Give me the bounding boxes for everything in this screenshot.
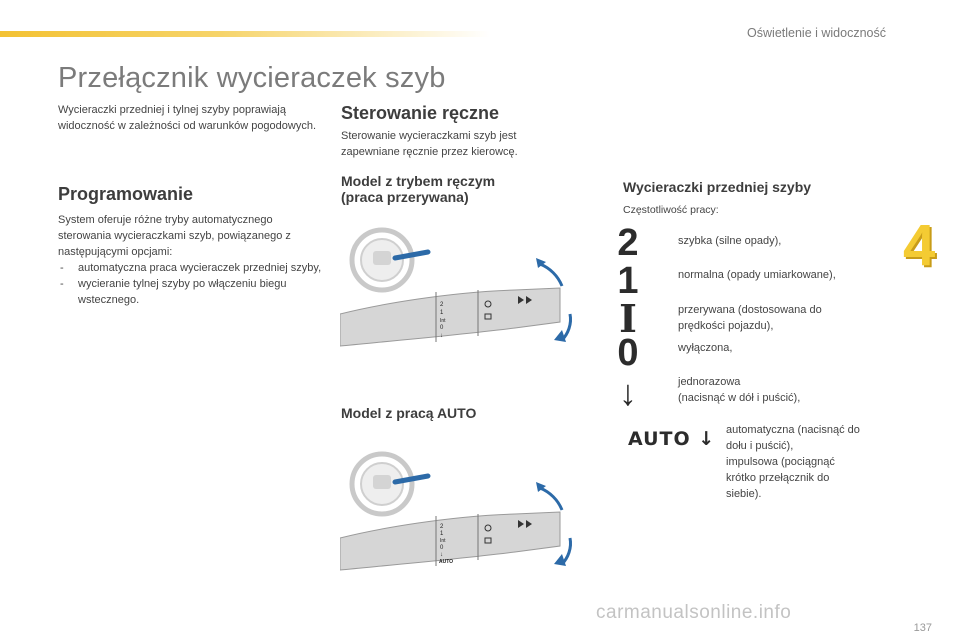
stalk-mark: Int — [440, 318, 446, 324]
wiper-stalk — [340, 288, 560, 346]
stalk-mark: 2 — [440, 302, 444, 308]
model2-heading: Model z pracą AUTO — [341, 405, 477, 421]
symbol-0: 0 — [617, 332, 639, 374]
stalk-mark: 0 — [440, 545, 444, 551]
stalk-mark: ↓ — [440, 552, 443, 558]
section-title: Oświetlenie i widoczność — [747, 26, 886, 40]
list-item: - automatyczna praca wycieraczek przedniej szyby, — [58, 260, 328, 276]
position-text: szybka (silne opady), — [678, 235, 782, 247]
stalk-mark: 1 — [440, 531, 444, 537]
arrow-up-icon — [540, 264, 562, 286]
symbol-1: 1 — [617, 260, 639, 302]
position-auto — [628, 420, 918, 510]
symbol-int: I — [619, 296, 637, 341]
stalk-mark: 1 — [440, 310, 444, 316]
watermark: carmanualsonline.info — [596, 602, 792, 623]
position-text — [678, 374, 878, 406]
programming-text: System oferuje różne tryby automatycznego sterowania wycieraczkami szyb, powiązanego z następującymi opcjami: — [58, 214, 291, 258]
auto-symbol-text: AUTO — [628, 428, 691, 450]
position-text-line: impulsowa (pociągnąć — [726, 456, 835, 468]
position-text — [726, 422, 886, 502]
steering-wheel-icon — [352, 230, 428, 290]
position-text-line: automatyczna (nacisnąć do — [726, 424, 860, 436]
steering-wheel-icon — [352, 454, 428, 514]
page-number: 137 — [913, 622, 932, 634]
list-item: - wycieranie tylnej szyby po włączeniu biegu wstecznego. — [58, 276, 328, 308]
programming-section — [58, 212, 328, 308]
position-text-line: krótko przełącznik do — [726, 472, 830, 484]
position-single — [608, 374, 898, 418]
position-fast — [608, 222, 898, 266]
position-text-line: (nacisnąć w dół i puścić), — [678, 392, 801, 404]
model1-heading-line2: (praca przerywana) — [341, 189, 469, 205]
position-text: wyłączona, — [678, 342, 733, 354]
position-text-line: siebie). — [726, 488, 762, 500]
auto-symbol — [628, 428, 715, 450]
wiper-stalk-illustration-auto — [340, 442, 580, 582]
stalk-mark: ↓ — [440, 333, 443, 339]
wiper-stalk — [340, 512, 560, 570]
position-text-line: jednorazowa — [678, 376, 741, 388]
auto-arrow-icon: ↓ — [690, 428, 716, 450]
model1-heading-line1: Model z trybem ręczym — [341, 173, 496, 189]
front-wiper-heading: Wycieraczki przedniej szyby — [623, 179, 812, 195]
position-intermittent — [608, 296, 898, 341]
frequency-label: Częstotliwość pracy: — [623, 204, 719, 216]
programming-heading: Programowanie — [58, 184, 194, 204]
model1-heading — [341, 173, 581, 205]
intro-text: Wycieraczki przedniej i tylnej szyby poprawiają widoczność w zależności od warunków pogodowych. — [58, 104, 317, 132]
symbol-2: 2 — [617, 222, 639, 264]
header-accent-bar — [0, 31, 490, 37]
position-off — [608, 332, 898, 376]
arrow-up-icon — [540, 488, 562, 510]
manual-text: Sterowanie wycieraczkami szyb jest zapewniane ręcznie przez kierowcę. — [341, 130, 518, 158]
stalk-mark: 2 — [440, 524, 444, 530]
position-normal — [608, 262, 898, 302]
page-title: Przełącznik wycieraczek szyb — [58, 62, 446, 94]
wiper-stalk-illustration-manual — [340, 218, 580, 358]
chapter-number: 4 — [903, 213, 936, 278]
manual-heading: Sterowanie ręczne — [341, 103, 500, 123]
stalk-mark: Int — [440, 538, 446, 544]
position-text-line: przerywana (dostosowana do — [678, 304, 822, 316]
stalk-mark-auto: AUTO — [439, 559, 454, 565]
position-text-line: dołu i puścić), — [726, 440, 794, 452]
position-text: normalna (opady umiarkowane), — [678, 269, 836, 281]
programming-list — [58, 260, 328, 308]
stalk-mark: 0 — [440, 325, 444, 331]
arrow-down-symbol-icon: ↓ — [619, 372, 637, 413]
position-text — [678, 302, 878, 334]
position-text-line: prędkości pojazdu), — [678, 320, 774, 332]
